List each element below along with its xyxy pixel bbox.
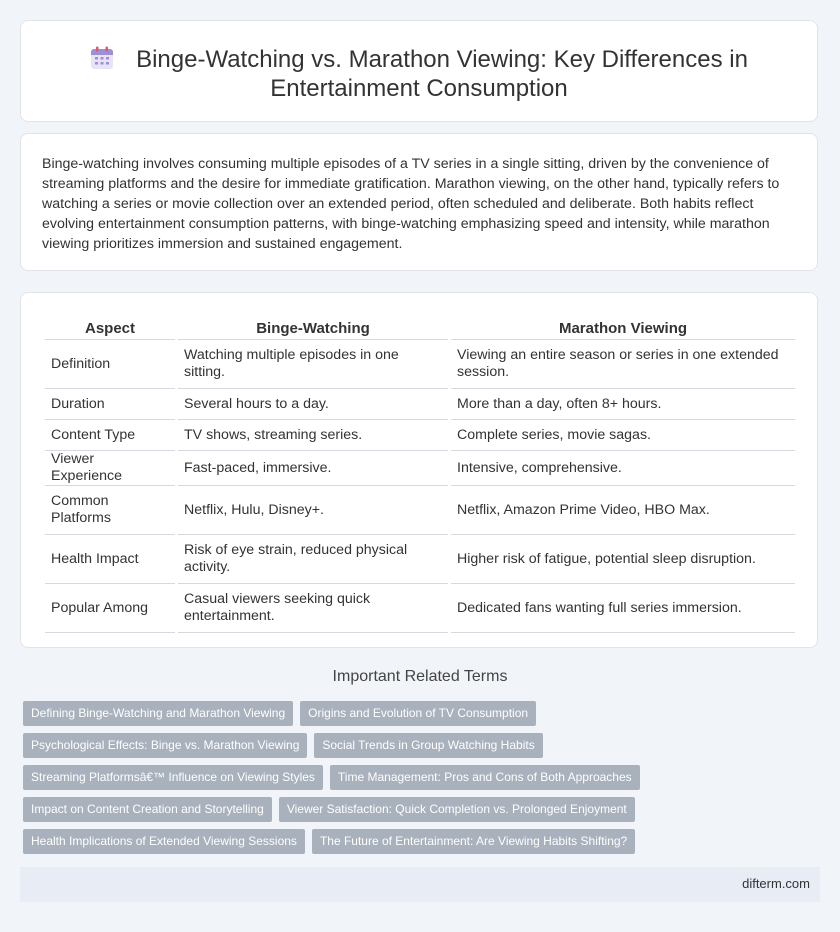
related-term-tag[interactable]: Origins and Evolution of TV Consumption — [300, 701, 536, 726]
table-cell: Viewer Experience — [45, 451, 175, 486]
footer-site-link[interactable]: difterm.com — [742, 876, 810, 891]
table-header-row — [45, 315, 795, 340]
related-term-tag[interactable]: Psychological Effects: Binge vs. Marathon Viewing — [23, 733, 307, 758]
table-cell: Netflix, Hulu, Disney+. — [178, 486, 448, 535]
tag-row — [23, 765, 823, 790]
header-aspect: Aspect — [45, 315, 175, 340]
related-term-tag[interactable]: Health Implications of Extended Viewing Sessions — [23, 829, 305, 854]
comparison-table-card — [20, 292, 818, 648]
related-term-tag[interactable]: The Future of Entertainment: Are Viewing Habits Shifting? — [312, 829, 635, 854]
table-cell: TV shows, streaming series. — [178, 420, 448, 451]
tag-row — [23, 797, 823, 822]
related-term-tag[interactable]: Impact on Content Creation and Storytelling — [23, 797, 272, 822]
table-row — [45, 486, 795, 535]
table-row — [45, 340, 795, 389]
related-terms-heading: Important Related Terms — [332, 668, 508, 685]
table-cell: Definition — [45, 340, 175, 389]
table-cell: Casual viewers seeking quick entertainment. — [178, 584, 448, 633]
table-cell: Popular Among — [45, 584, 175, 633]
comparison-table — [42, 315, 798, 633]
table-cell: Complete series, movie sagas. — [451, 420, 795, 451]
title-card — [20, 20, 818, 122]
header-marathon-viewing: Marathon Viewing — [451, 315, 795, 340]
related-term-tag[interactable]: Defining Binge-Watching and Marathon Viewing — [23, 701, 293, 726]
intro-paragraph: Binge-watching involves consuming multiple episodes of a TV series in a single sitting, driven by the convenience of streaming platforms and the desire for immediate gratification. Marathon viewing, on the other hand, typically refers to watching a series or movie collection over an extended period, often scheduled and deliberate. Both habits reflect evolving entertainment consumption patterns, with binge-watching emphasizing speed and intensity, while marathon viewing prioritizes immersion and sustained engagement. — [42, 156, 780, 252]
title-line-2: Entertainment Consumption — [270, 75, 568, 102]
title-line-1: Binge-Watching vs. Marathon Viewing: Key Differences in — [136, 46, 748, 73]
table-cell: Watching multiple episodes in one sitting. — [178, 340, 448, 389]
tag-row — [23, 829, 823, 854]
table-cell: Common Platforms — [45, 486, 175, 535]
header-binge-watching: Binge-Watching — [178, 315, 448, 340]
table-cell: Risk of eye strain, reduced physical activity. — [178, 535, 448, 584]
table-cell: Viewing an entire season or series in one extended session. — [451, 340, 795, 389]
related-term-tag[interactable]: Time Management: Pros and Cons of Both Approaches — [330, 765, 640, 790]
table-cell: Duration — [45, 389, 175, 420]
table-row — [45, 535, 795, 584]
table-cell: Several hours to a day. — [178, 389, 448, 420]
table-cell: Higher risk of fatigue, potential sleep disruption. — [451, 535, 795, 584]
table-cell: Fast-paced, immersive. — [178, 451, 448, 486]
calendar-icon — [90, 46, 114, 70]
table-cell: Content Type — [45, 420, 175, 451]
table-row — [45, 584, 795, 633]
tag-row — [23, 733, 823, 758]
table-cell: More than a day, often 8+ hours. — [451, 389, 795, 420]
related-terms-list — [23, 701, 823, 861]
table-row — [45, 389, 795, 420]
table-cell: Dedicated fans wanting full series immersion. — [451, 584, 795, 633]
page-title — [21, 45, 817, 103]
table-cell: Health Impact — [45, 535, 175, 584]
related-term-tag[interactable]: Streaming Platformsâ€™ Influence on Viewing Styles — [23, 765, 323, 790]
related-term-tag[interactable]: Social Trends in Group Watching Habits — [314, 733, 542, 758]
tag-row — [23, 701, 823, 726]
table-cell: Netflix, Amazon Prime Video, HBO Max. — [451, 486, 795, 535]
table-row — [45, 451, 795, 486]
table-row — [45, 420, 795, 451]
intro-card — [20, 133, 818, 271]
table-cell: Intensive, comprehensive. — [451, 451, 795, 486]
footer — [20, 867, 820, 902]
related-term-tag[interactable]: Viewer Satisfaction: Quick Completion vs. Prolonged Enjoyment — [279, 797, 635, 822]
